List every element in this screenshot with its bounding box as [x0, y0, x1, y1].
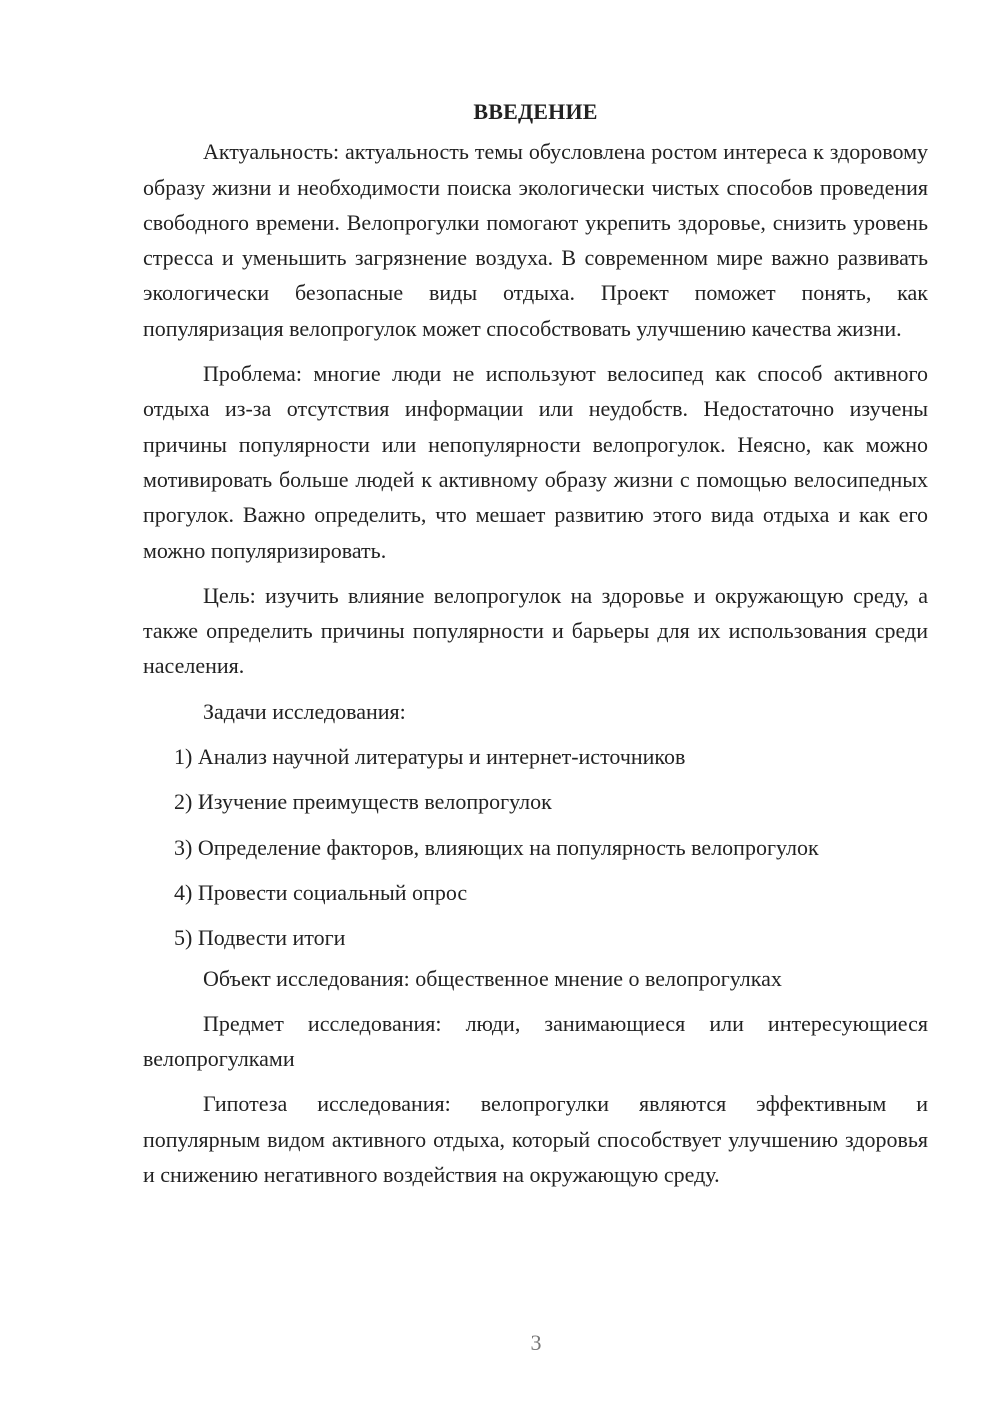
list-item: 2) Изучение преимуществ велопрогулок	[174, 789, 552, 815]
paragraph-problem: Проблема: многие люди не используют велосипед как способ активного отдыха из-за отсутствия информации или неудобств. Недостаточно изучены причины популярности или непопулярности велопрогулок. Неясно, как можно мотивировать больше людей к активному образу жизни с помощью велосипедных прогулок. Важно определить, что мешает развитию этого вида отдыха и как его можно популяризировать.	[143, 361, 928, 563]
page-number: 3	[530, 1330, 542, 1355]
list-item: 3) Определение факторов, влияющих на популярность велопрогулок	[174, 834, 819, 860]
paragraph-relevance: Актуальность: актуальность темы обусловлена ростом интереса к здоровому образу жизни и необходимости поиска экологически чистых способов проведения свободного времени. Велопрогулки помогают укрепить здоровье, снизить уровень стресса и уменьшить загрязнение воздуха. В современном мире важно развивать экологически безопасные виды отдыха. Проект поможет понять, как популяризация велопрогулок может способствовать улучшению качества жизни.	[143, 139, 928, 341]
page-content	[143, 94, 928, 1192]
paragraph-goal: Цель: изучить влияние велопрогулок на здоровье и окружающую среду, а также определить причины популярности и барьеры для их использования среди населения.	[143, 582, 928, 679]
paragraph-object: Объект исследования: общественное мнение о велопрогулках	[203, 965, 782, 991]
list-item: 4) Провести социальный опрос	[174, 879, 468, 905]
tasks-heading: Задачи исследования:	[203, 698, 406, 724]
tasks-list	[143, 734, 928, 960]
page-title: ВВЕДЕНИЕ	[473, 99, 598, 124]
paragraph-hypothesis: Гипотеза исследования: велопрогулки являются эффективным и популярным видом активного отдыха, который способствует улучшению здоровья и снижению негативного воздействия на окружающую среду.	[143, 1091, 928, 1188]
list-item: 1) Анализ научной литературы и интернет-источников	[174, 744, 686, 770]
paragraph-subject: Предмет исследования: люди, занимающиеся или интересующиеся велопрогулками	[143, 1010, 928, 1072]
list-item: 5) Подвести итоги	[174, 925, 346, 951]
